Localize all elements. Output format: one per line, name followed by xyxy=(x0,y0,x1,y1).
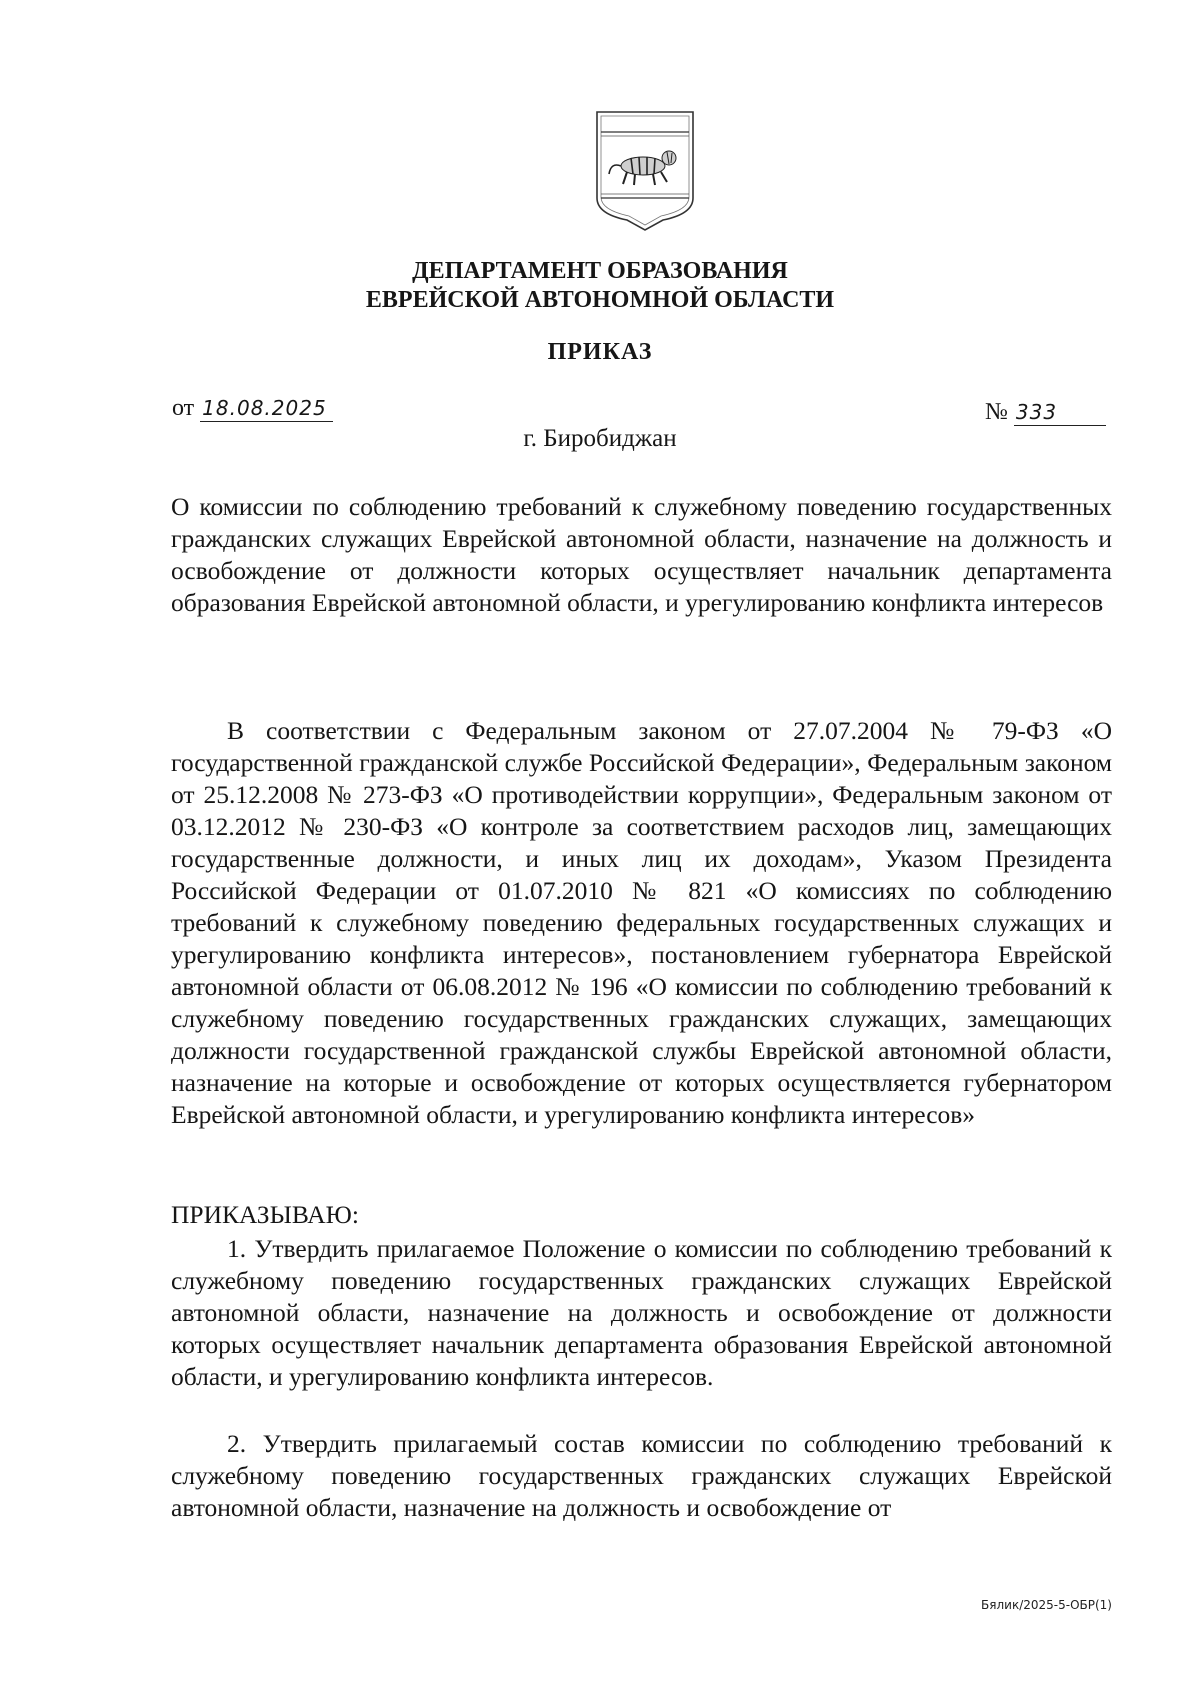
order-item-1: 1. Утвердить прилагаемое Положение о комиссии по соблюдению требований к служебному поведению государственных гражданских служащих Еврейской автономной области, назначение на должность и освобождение от должности которых осуществляет начальник департамента образования Еврейской автономной области, и урегулированию конфликта интересов. xyxy=(171,1234,1112,1391)
date-prefix: от xyxy=(172,395,195,421)
department-name-line-1: ДЕПАРТАМЕНТ ОБРАЗОВАНИЯ xyxy=(412,258,788,284)
preamble-paragraph: В соответствии с Федеральным законом от 27.07.2004 № 79-ФЗ «О государственной гражданской службе Российской Федерации», Федеральным законом от 25.12.2008 № 273-ФЗ «О противодействии коррупции», Федеральным законом от 03.12.2012 № 230-ФЗ «О контроле за соответствием расходов лиц, замещающих государственные должности, и иных лиц их доходам», Указом Президента Российской Федерации от 01.07.2010 № 821 «О комиссиях по соблюдению требований к служебному поведению федеральных государственных служащих и урегулированию конфликта интересов», постановлением губернатора Еврейской автономной области от 06.08.2012 № 196 «О комиссии по соблюдению требований к служебному поведению государственных гражданских служащих, замещающих должности государственной гражданской службы Еврейской автономной области, назначение на которые и освобождение от которых осуществляется губернатором Еврейской автономной области, и урегулированию конфликта интересов» xyxy=(171,716,1112,1129)
number-value: 333 xyxy=(1014,400,1106,426)
document-code: Бялик/2025-5-ОБР(1) xyxy=(981,1598,1112,1612)
date-value: 18.08.2025 xyxy=(200,396,333,422)
number-prefix: № xyxy=(985,399,1008,425)
order-subject: О комиссии по соблюдению требований к служебному поведению государственных гражданских служащих Еврейской автономной области, назначение на должность и освобождение от должности которых осуществляет начальник департамента образования Еврейской автономной области, и урегулированию конфликта интересов xyxy=(171,492,1112,617)
tiger-icon xyxy=(609,151,676,185)
document-type: ПРИКАЗ xyxy=(547,339,653,365)
order-date xyxy=(172,395,333,422)
city: г. Биробиджан xyxy=(523,425,677,452)
coat-of-arms-icon xyxy=(593,110,697,232)
department-name-line-2: ЕВРЕЙСКОЙ АВТОНОМНОЙ ОБЛАСТИ xyxy=(365,287,835,313)
order-item-2: 2. Утвердить прилагаемый состав комиссии по соблюдению требований к служебному поведению государственных гражданских служащих Еврейской автономной области, назначение на должность и освобождение от xyxy=(171,1429,1112,1522)
command-word: ПРИКАЗЫВАЮ: xyxy=(171,1200,359,1229)
order-number xyxy=(985,399,1106,426)
